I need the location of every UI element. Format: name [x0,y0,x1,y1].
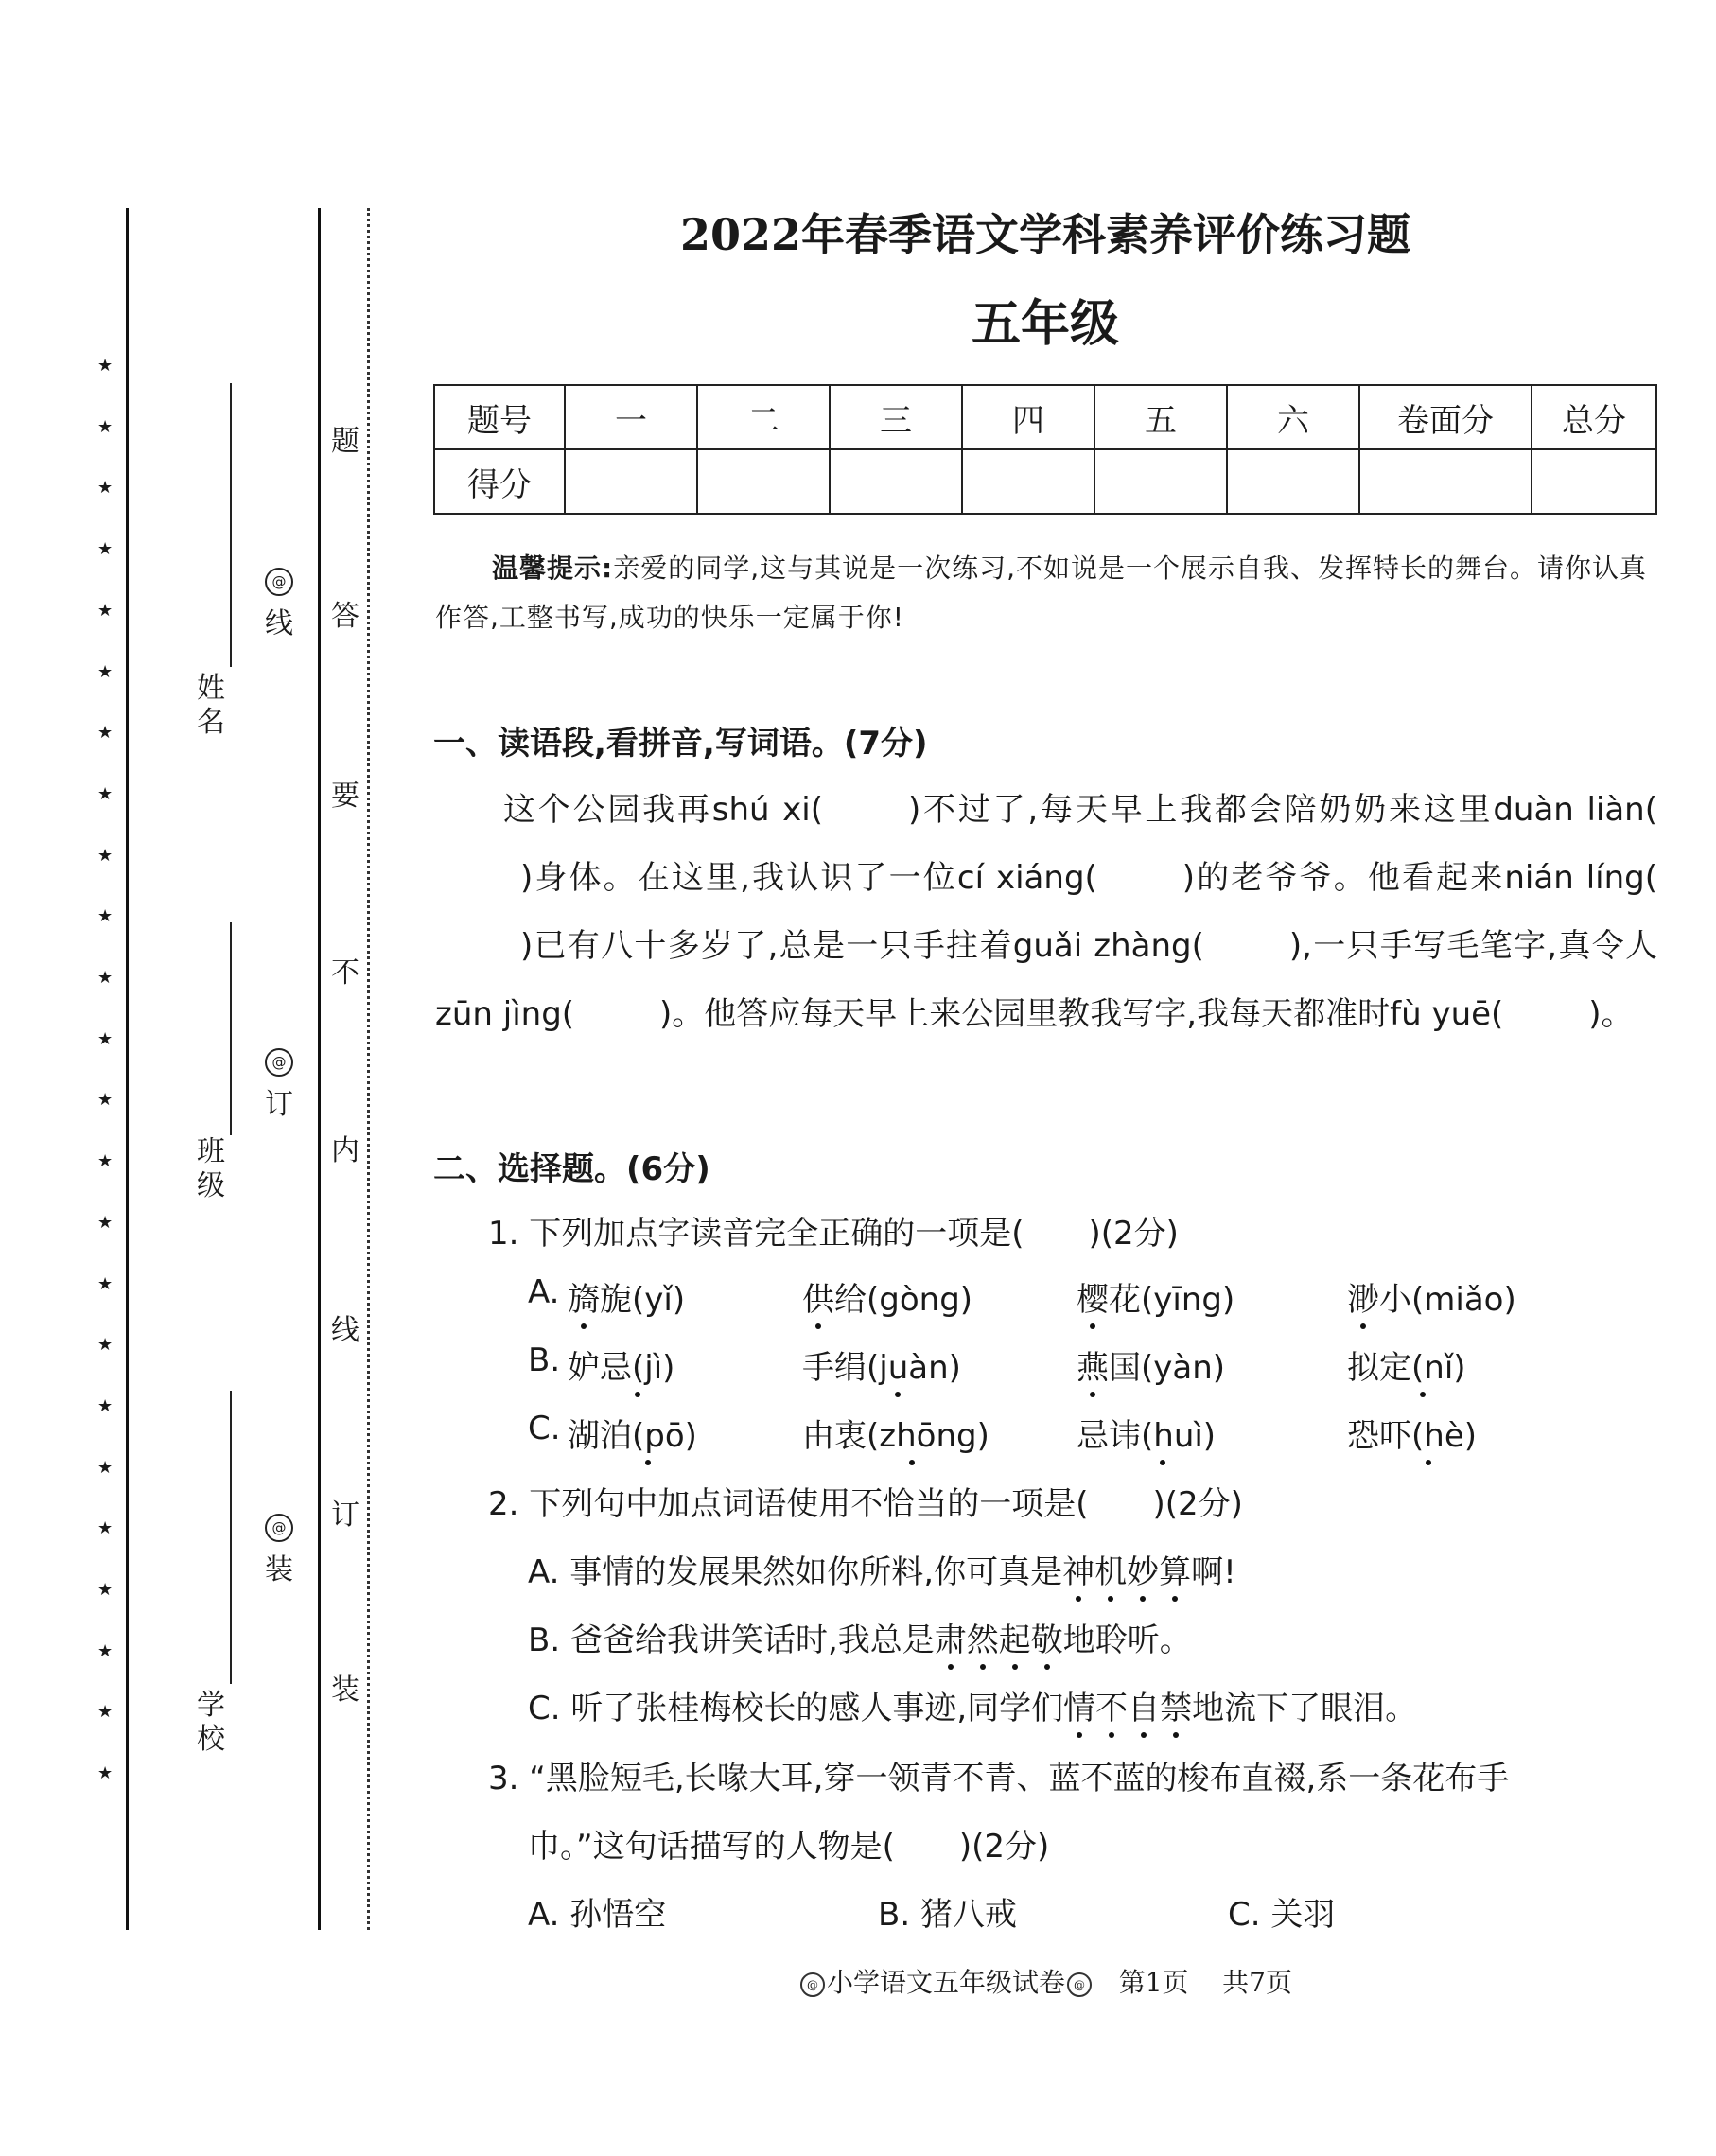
q1-option-b-2: 手绢(juàn) [802,1341,961,1388]
dotted-word [1063,1690,1192,1727]
score-header-row [434,385,1656,449]
dotted-word [1062,1553,1191,1591]
star-icon: ★ [97,906,114,926]
star-icon: ★ [97,539,114,559]
star-icon: ★ [97,662,114,682]
score-value-row [434,449,1656,514]
star-icon: ★ [97,1396,114,1416]
q3-option-c: C. 关羽 [1228,1896,1336,1934]
star-icon: ★ [97,1518,114,1538]
page-title: 2022年春季语文学科素养评价练习题 [679,209,1411,260]
q3-option-b: B. 猪八戒 [878,1896,1017,1934]
table-cell: 卷面分 [1359,385,1532,449]
star-icon: ★ [97,417,114,437]
name-underline [230,383,232,667]
school-label: 学校 [197,1689,225,1756]
footer-page: 第1页 [1118,1967,1189,1998]
cut-dotted-line [367,208,370,1930]
q2-option-a: A. 事情的发展果然如你所料,你可真是神机妙算啊! [528,1546,1236,1592]
star-icon: ★ [97,1274,114,1294]
star-icon: ★ [97,1090,114,1110]
star-icon: ★ [97,1641,114,1661]
score-table [433,384,1657,515]
warning-char: 装 [331,1674,359,1707]
class-label: 班级 [197,1135,225,1202]
q1-stem: 1. 下列加点字读音完全正确的一项是( )(2分) [488,1215,1179,1253]
score-input-cell[interactable] [1359,449,1532,514]
star-icon: ★ [97,1702,114,1722]
dotted-char: 然 [967,1614,999,1660]
score-input-cell[interactable] [1094,449,1227,514]
dotted-char: 起 [999,1614,1031,1660]
section2-heading: 二、选择题。(6分) [433,1150,710,1188]
q1-option-b-4: 拟定(nǐ) [1347,1341,1466,1388]
dotted-char: 情 [1063,1682,1095,1728]
section1-heading: 一、读语段,看拼音,写词语。(7分) [433,725,928,762]
q3-stem-line1: 3. “黑脸短毛,长喙大耳,穿一领青不青、蓝不蓝的梭布直裰,系一条花布手 [488,1760,1510,1797]
warning-char: 题 [331,425,359,458]
score-input-cell[interactable] [830,449,962,514]
class-underline [230,922,232,1135]
score-input-cell[interactable] [565,449,697,514]
q1-option-a-2: 供给(gòng) [802,1273,972,1320]
score-input-cell[interactable] [1532,449,1656,514]
swirl-seal-icon: @ [800,1972,825,1997]
q1-option-a-1: 旖旎(yǐ) [568,1273,685,1320]
footer-paper: 小学语文五年级试卷 [827,1967,1066,1998]
q1-option-a-label: A. [528,1273,560,1311]
table-cell: 四 [962,385,1094,449]
star-icon: ★ [97,601,114,621]
dotted-char: 敬 [1031,1614,1063,1660]
star-icon: ★ [97,968,114,988]
q1-option-c-3: 忌讳(huì) [1077,1410,1216,1456]
dotted-char: 神 [1062,1546,1094,1592]
star-icon: ★ [97,1151,114,1171]
dotted-char: 自 [1128,1682,1160,1728]
star-icon: ★ [97,723,114,743]
tip-label: 温馨提示: [492,552,614,584]
warning-char: 答 [331,600,359,633]
swirl-seal-icon: @ [265,1514,293,1542]
q2-option-c: C. 听了张桂梅校长的感人事迹,同学们情不自禁地流下了眼泪。 [528,1682,1417,1728]
dotted-char: 不 [1095,1682,1128,1728]
star-icon: ★ [97,1763,114,1783]
swirl-seal-icon: @ [1067,1972,1092,1997]
section1-paragraph: 这个公园我再shú xi( )不过了,每天早上我都会陪奶奶来这里duàn liàn()身体。在这里,我认识了一位cí xiáng( )的老爷爷。他看起来nián líng()已有八十多岁了,总是一只手拄着guǎi zhàng( ),一只手写毛笔字,真令人zūn jìng( )。他答应每天早上来公园里教我写字,我每天都准时fù yuē( )。 [435,791,1657,1033]
q2-stem: 2. 下列句中加点词语使用不恰当的一项是( )(2分) [488,1485,1243,1523]
footer-total: 共7页 [1222,1967,1292,1998]
star-icon: ★ [97,846,114,866]
warning-char: 线 [331,1314,359,1347]
table-cell: 题号 [434,385,565,449]
swirl-seal-icon: @ [265,1048,293,1077]
warning-char: 要 [331,780,359,813]
dotted-char: 妙 [1127,1546,1159,1592]
swirl-seal-icon: @ [265,568,293,596]
table-cell: 六 [1227,385,1359,449]
q1-option-b-1: 妒忌(jì) [568,1341,674,1388]
page-footer [435,1962,1655,2000]
school-underline [230,1391,232,1684]
star-icon: ★ [97,1580,114,1600]
tip-text: 亲爱的同学,这与其说是一次练习,不如说是一个展示自我、发挥特长的舞台。请你认真作答,工整书写,成功的快乐一定属于你! [435,552,1648,633]
star-icon: ★ [97,1029,114,1049]
table-cell: 一 [565,385,697,449]
q1-option-c-1: 湖泊(pō) [568,1410,697,1456]
star-icon: ★ [97,478,114,498]
score-input-cell[interactable] [697,449,830,514]
margin-inner-rule [318,208,321,1930]
warm-tip [435,544,1655,642]
seal-word-line: @ 线 [260,568,298,641]
table-cell: 三 [830,385,962,449]
q3-option-a: A. 孙悟空 [528,1896,667,1934]
grade-title: 五年级 [971,295,1119,353]
star-icon: ★ [97,1335,114,1355]
score-input-cell[interactable] [1227,449,1359,514]
star-icon: ★ [97,1213,114,1233]
dotted-char: 算 [1159,1546,1191,1592]
dotted-char: 肃 [935,1614,967,1660]
q1-option-c-2: 由衷(zhōng) [802,1410,989,1456]
q3-stem-line2: 巾。”这句话描写的人物是( )(2分) [528,1828,1050,1866]
margin-outer-rule [126,208,129,1930]
q1-option-c-4: 恐吓(hè) [1347,1410,1477,1456]
q1-option-a-3: 樱花(yīng) [1077,1273,1234,1320]
table-cell: 得分 [434,449,565,514]
dotted-word [935,1621,1063,1659]
q2-option-b: B. 爸爸给我讲笑话时,我总是肃然起敬地聆听。 [528,1614,1192,1660]
star-icon: ★ [97,356,114,376]
table-cell: 二 [697,385,830,449]
table-cell: 总分 [1532,385,1656,449]
star-icon: ★ [97,1458,114,1478]
q1-option-a-4: 渺小(miǎo) [1347,1273,1516,1320]
dotted-char: 禁 [1160,1682,1192,1728]
seal-word-install: @ 装 [260,1514,298,1587]
table-cell: 五 [1094,385,1227,449]
dotted-char: 机 [1094,1546,1127,1592]
warning-char: 内 [331,1134,359,1167]
q1-option-b-3: 燕国(yàn) [1077,1341,1225,1388]
q1-option-c-label: C. [528,1410,561,1447]
warning-char: 不 [331,956,359,990]
name-label: 姓名 [197,672,225,739]
warning-char: 订 [331,1499,359,1532]
q1-option-b-label: B. [528,1341,561,1379]
star-icon: ★ [97,784,114,804]
score-input-cell[interactable] [962,449,1094,514]
seal-word-bind: @ 订 [260,1048,298,1122]
